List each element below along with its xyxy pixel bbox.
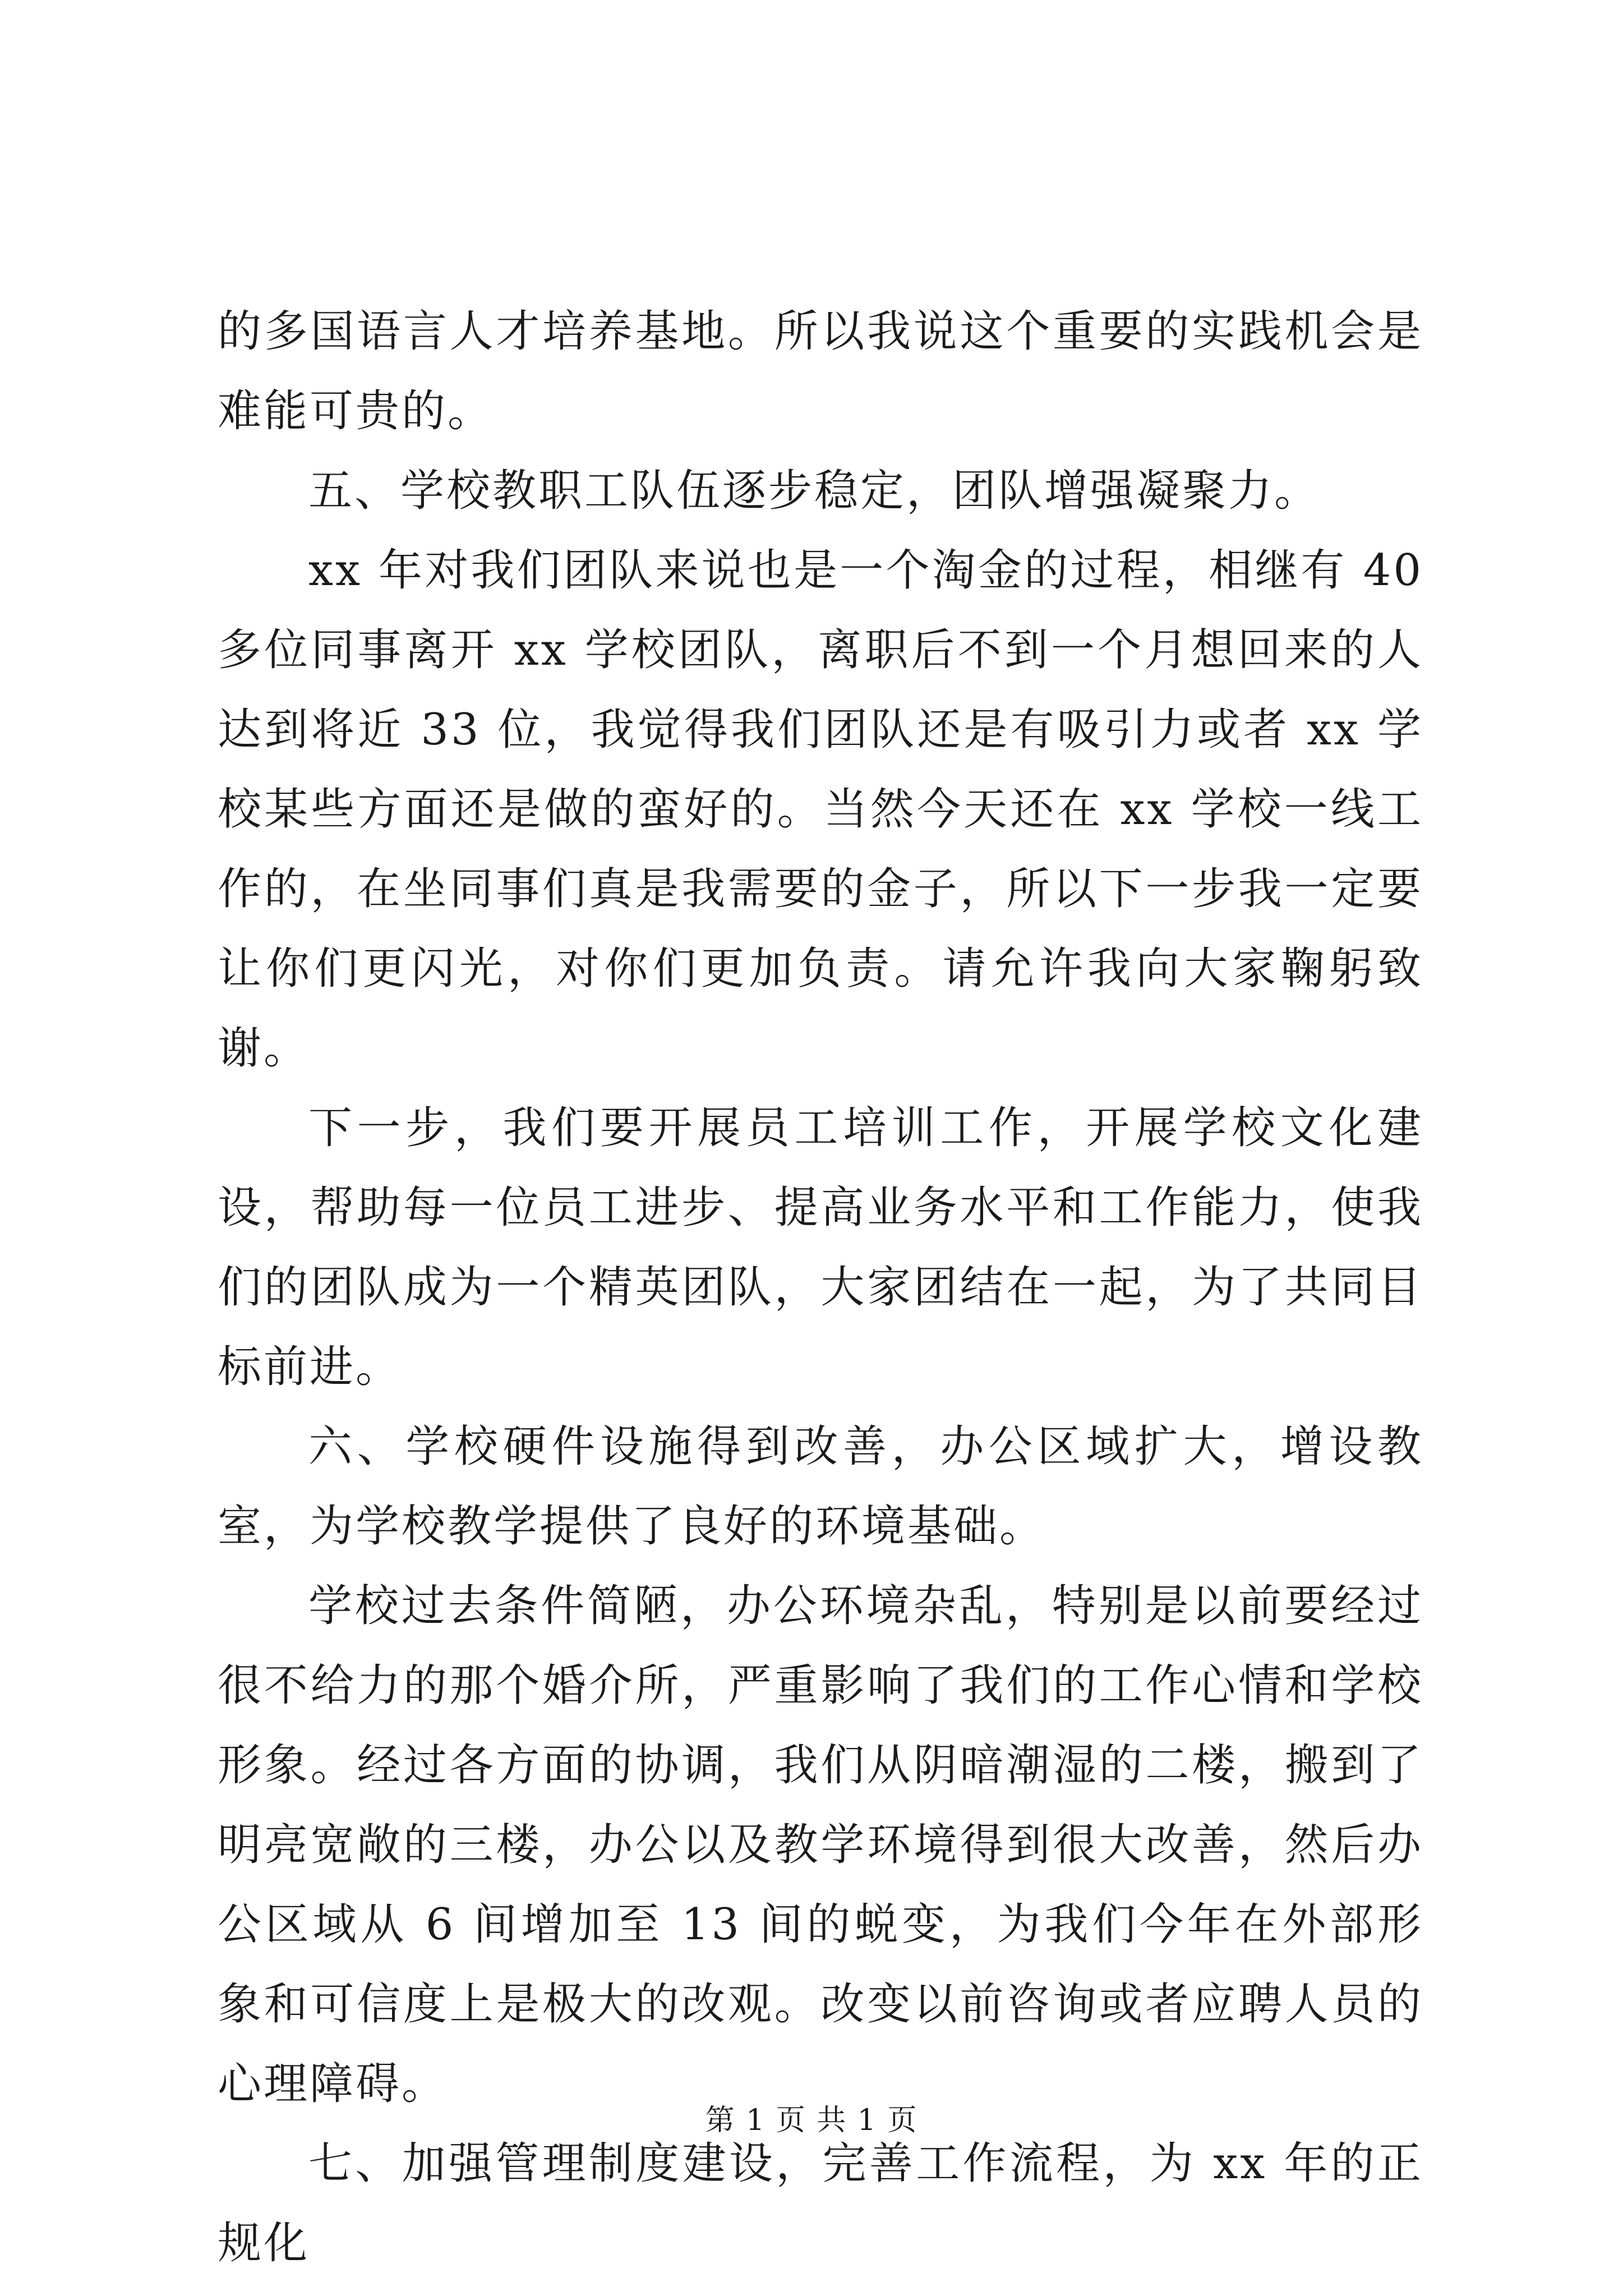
paragraph-7-heading: 七、加强管理制度建设，完善工作流程，为 xx 年的正规化 (218, 2138, 1423, 2269)
paragraph-2-heading: 五、学校教职工队伍逐步稳定，团队增强凝聚力。 (308, 466, 1321, 516)
paragraph-3: xx 年对我们团队来说也是一个淘金的过程，相继有 40 多位同事离开 xx 学校团队，离职后不到一个月想回来的人达到将近 33 位，我觉得我们团队还是有吸引力或者 xx 学校某些方面还是做的蛮好的。当然今天还在 xx 学校一线工作的，在坐同事们真是我需要的金子，所以下一步我一定要让你们更闪光，对你们更加负责。请允许我向大家鞠躬致谢。 (218, 545, 1423, 1074)
paragraph-1: 的多国语言人才培养基地。所以我说这个重要的实践机会是难能可贵的。 (218, 306, 1423, 436)
paragraph-6: 学校过去条件简陋，办公环境杂乱，特别是以前要经过很不给力的那个婚介所，严重影响了我们的工作心情和学校形象。经过各方面的协调，我们从阴暗潮湿的二楼，搬到了明亮宽敞的三楼，办公以及教学环境得到很大改善，然后办公区域从 6 间增加至 13 间的蜕变，为我们今年在外部形象和可信度上是极大的改观。改变以前咨询或者应聘人员的心理障碍。 (218, 1581, 1423, 2109)
document-body (218, 292, 1423, 2283)
page-footer: 第 1 页 共 1 页 (705, 2104, 918, 2137)
paragraph-4: 下一步，我们要开展员工培训工作，开展学校文化建设，帮助每一位员工进步、提高业务水平和工作能力，使我们的团队成为一个精英团队，大家团结在一起，为了共同目标前进。 (218, 1103, 1423, 1392)
paragraph-5-heading: 六、学校硬件设施得到改善，办公区域扩大，增设教室，为学校教学提供了良好的环境基础。 (218, 1421, 1423, 1552)
